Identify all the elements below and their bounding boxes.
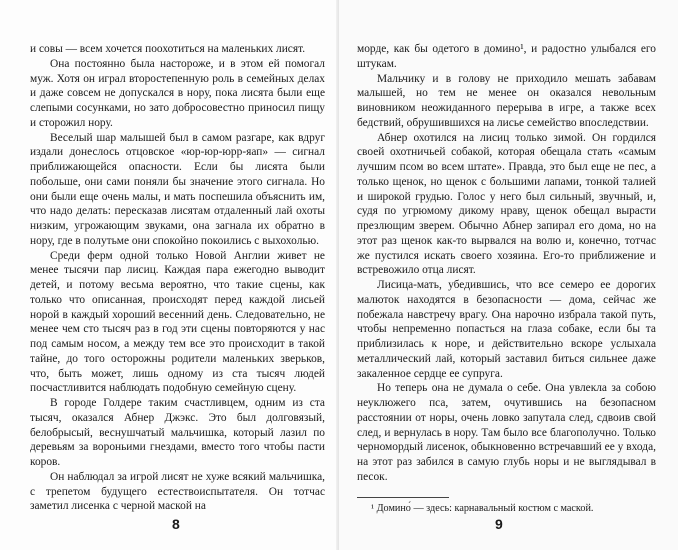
- right-paragraph-2: Мальчику и в голову не приходило мешать забавам малышей, но тем не менее он оказался невольным виновником неожиданного перерыва в игре, а также всех бедствий, обрушившихся на лисье семейство впоследствии.: [357, 72, 656, 129]
- left-paragraph-4: Среди ферм одной только Новой Англии живет не менее тысячи пар лисиц. Каждая пара ежегодно выводит детей, и потому весьма вероятно, что такие сцены, как только что описанная, происходят перед каждой лисьей норой в каждый хороший весенний день. Следовательно, не менее чем сто тысяч раз в год эти сцены повторяются у нас под самым носом, а между тем все это происходит в такой тайне, до того осторожны родители маленьких зверьков, что, быть может, лишь одному из ста тысяч людей посчастливится наблюдать подобную семейную сцену.: [30, 249, 325, 395]
- right-paragraph-3: Абнер охотился на лисиц только зимой. Он гордился своей охотничьей собакой, которая обещала стать «самым лучшим псом во всем штате». Правда, это был еще не пес, а только щенок, но щенок с большими лапами, тонкой талией и широкой грудью. Голос у него был сильный, звучный, и, судя по угрюмому дикому нраву, щенок обещал вырасти презлющим зверем. Обычно Абнер запирал его дома, но на этот раз щенок как-то вырвался на волю и, конечно, тотчас же пустился искать своего хозяина. Его-то приближение и встревожило отца лисят.: [357, 131, 656, 277]
- right-paragraph-4: Лисица-мать, убедившись, что все семеро ее дорогих малюток находятся в безопасности — дома, сейчас же побежала навстречу врагу. Она нарочно избрала такой путь, чтобы непременно попасться на глаза собаке, если бы та приблизилась к норе, и действительно вскоре услыхала металлический лай, который заставил биться сильнее даже закаленное сердце ее супруга.: [357, 279, 656, 380]
- left-paragraph-6: Он наблюдал за игрой лисят не хуже всякий мальчишка, с трепетом будущего естествоиспытателя. Он тотчас заметил лисенка с черной маской на: [30, 470, 325, 513]
- left-page-number: 8: [172, 516, 180, 533]
- left-paragraph-5: В городе Голдере таким счастливцем, одним из ста тысяч, оказался Абнер Джэкс. Это был долговязый, белобрысый, веснушчатый мальчишка, который лазил по деревьям за вороньими гнездами, вместо того чтобы пасти коров.: [30, 397, 325, 468]
- right-page-number: 9: [495, 516, 503, 533]
- right-page: [339, 0, 678, 550]
- left-paragraph-1: и совы — всем хочется поохотиться на маленьких лисят.: [30, 43, 306, 55]
- left-paragraph-2: Она постоянно была настороже, и в этом ей помогал муж. Хотя он играл второстепенную роль в семейных делах и даже совсем не допускался в нору, пока лисята были еще слепыми сосунками, но зато добросовестно приносил пищу и сторожил нору.: [30, 57, 325, 129]
- right-paragraph-5: Но теперь она не думала о себе. Она увлекла за собою неуклюжего пса, затем, очутившись на безопасном расстоянии от норы, очень ловко запутала след, сдвоив свой след, и вернулась в нору. Там было все благополучно. Только черномордый лисенок, обыкновенно встречавший ее у входа, на этот раз забился в самую глубь норы и не выглядывал в песок.: [357, 382, 656, 483]
- left-paragraph-3: Веселый шар малышей был в самом разгаре, как вдруг издали донеслось отцовское «юр-юр-юрр-яап» — сигнал приближающейся опасности. Если бы лисята были побольше, они сами поняли бы значение этого сигнала. Но они были еще очень малы, и мать поспешила объяснить им, что надо делать: пересказав лисятам отдаленный лай охоты низким, угрожающим звуками, она загнала их обратно в нору, где в полутьме они спокойно покоились с выхохолью.: [30, 131, 325, 247]
- footnote-divider: [357, 497, 449, 498]
- footnote: ¹ Домино́ — здесь: карнавальный костюм с маской.: [371, 502, 594, 514]
- right-paragraph-1: морде, как бы одетого в домино¹, и радостно улыбался его штукам.: [357, 43, 656, 70]
